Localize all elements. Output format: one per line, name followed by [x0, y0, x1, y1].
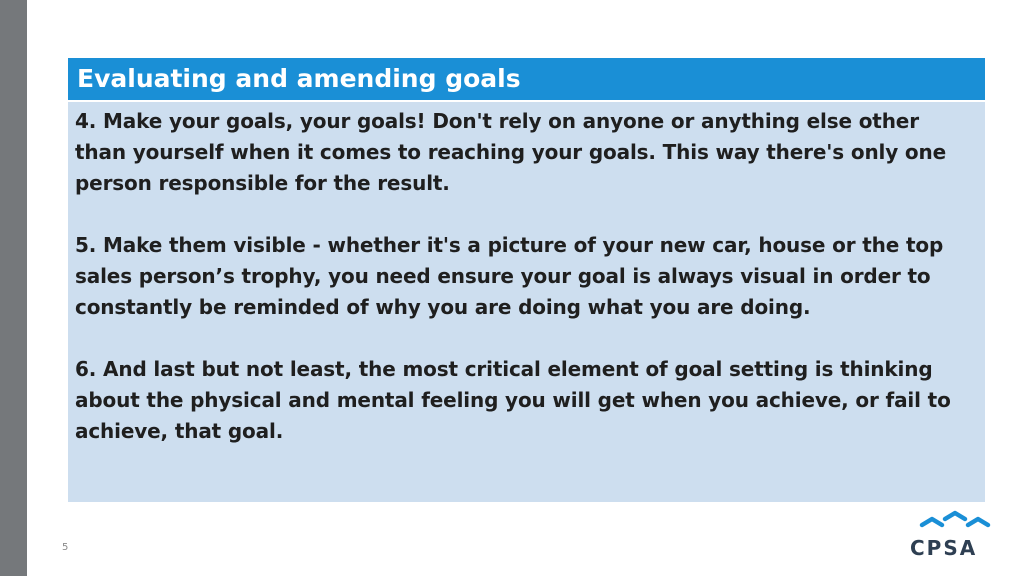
- slide-title: Evaluating and amending goals: [77, 64, 521, 93]
- logo-text: CPSA: [910, 536, 978, 560]
- page-number: 5: [62, 542, 69, 553]
- cpsa-logo: [908, 510, 1004, 560]
- title-bar: [68, 58, 985, 100]
- content-box: [68, 102, 985, 502]
- paragraph-goal-6: 6. And last but not least, the most critical element of goal setting is thinking about the physical and mental feeling you will get when you achieve, or fail to achieve, that goal.: [75, 357, 951, 443]
- paragraph-goal-5: 5. Make them visible - whether it's a picture of your new car, house or the top sales person’s trophy, you need ensure your goal is always visual in order to constantly be reminded of why you are doing what you are doing.: [75, 233, 944, 319]
- left-accent-bar: [0, 0, 27, 576]
- paragraph-goal-4: 4. Make your goals, your goals! Don't rely on anyone or anything else other than yourself when it comes to reaching your goals. This way there's only one person responsible for the result.: [75, 109, 947, 195]
- chevron-roof-icon: [908, 510, 1004, 536]
